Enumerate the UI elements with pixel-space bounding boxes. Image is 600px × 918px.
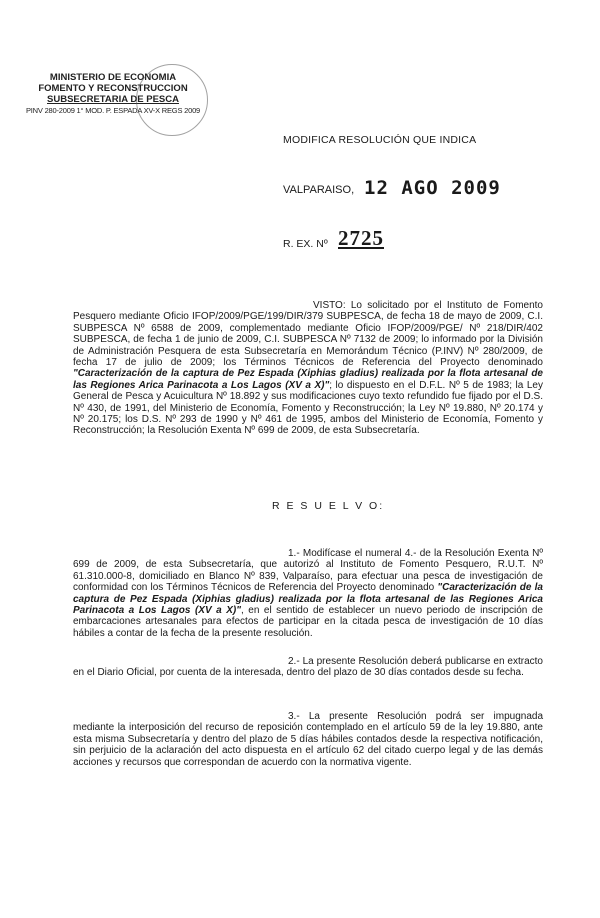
article-1-project-title: "Caracterización de la captura de Pez Espada (Xiphias gladius) realizada por la flota artesanal de las Regiones Arica Parinacota a Los Lagos (XV a X)": [73, 582, 543, 617]
resuelvo-heading: R E S U E L V O:: [272, 500, 385, 512]
article-3-lead: 3.- La presente Resolución podrá ser: [288, 711, 485, 722]
resolution-number: 2725: [338, 226, 384, 250]
article-1-text-2: , en el sentido de establecer un nuevo periodo de inscripción de embarcaciones artesanales para efectos de participar en la citada pesca de investigación de 10 días hábiles a contar de la fecha de la presente resolución.: [73, 605, 543, 639]
stamp-line-2: FOMENTO Y RECONSTRUCCION: [38, 83, 188, 94]
visto-lead: VISTO:: [313, 300, 346, 311]
seal-mark: [136, 64, 208, 136]
article-2-lead: 2.- La presente Resolución deberá publicarse: [288, 656, 491, 667]
article-3-text: impugnada mediante la interposición del recurso de reposición contemplado en el artículo 59 de la ley 19.880, ante esta misma Subsecretaría y dentro del plazo de 5 días hábiles contados desde la respectiva notificación, sin perjuicio de la aclaración del acto dispuesta en el artículo 62 del citado cuerpo legal y de las demás acciones y recursos que correspondan de acuerdo con la normativa vigente.: [73, 711, 544, 768]
stamp-line-4: PINV 280-2009 1° MOD. P. ESPADA XV-X REGS 2009: [25, 106, 201, 115]
article-1: [73, 548, 543, 639]
document-subject: MODIFICA RESOLUCIÓN QUE INDICA: [283, 134, 477, 146]
stamp-line-1: MINISTERIO DE ECONOMIA: [49, 72, 177, 83]
article-1-lead: 1.- Modifícase el numeral 4.- de la Resolución: [288, 548, 495, 559]
visto-project-title: "Caracterización de la captura de Pez Espada (Xiphias gladius) realizada por la flota artesanal de las Regiones Arica Parinacota a Los Lagos (XV a X)": [73, 368, 543, 391]
date-stamp: 12 AGO 2009: [364, 177, 501, 199]
place-label: VALPARAISO,: [283, 184, 355, 196]
resolution-label: R. EX. Nº: [283, 238, 328, 250]
article-2: [73, 656, 543, 679]
stamp-line-3: SUBSECRETARIA DE PESCA: [47, 94, 179, 105]
visto-paragraph: [73, 300, 543, 437]
visto-text-2: ; lo dispuesto en el D.F.L. Nº 5 de 1983; la Ley General de Pesca y Acuicultura Nº 18.892 y sus modificaciones cuyo texto refundido fue fijado por el D.S. Nº 430, de 1991, del Ministerio de Economía, Fomento y Reconstrucción; la Ley Nº 19.880, Nº 20.174 y Nº 20.175; los D.S. Nº 293 de 1990 y Nº 461 de 1995, ambos del Ministerio de Economía, Fomento y Reconstrucción; la Resolución Exenta Nº 699 de 2009, de esta Subsecretaría.: [73, 379, 543, 437]
visto-text-1: Lo solicitado por el Instituto de Fomento Pesquero mediante Oficio IFOP/2009/PGE/199/DIR/379 SUBPESCA, de fecha 18 de mayo de 2009, C.I. SUBPESCA Nº 6588 de 2009, complementado mediante Oficio IFOP/2009/PGE/ Nº 218/DIR/402 SUBPESCA, de fecha 1 de junio de 2009, C.I. SUBPESCA Nº 7132 de 2009; lo informado por la División de Administración Pesquera de esta Subsecretaría en Memorándum Técnico (P.INV) Nº 280/2009, de fecha 17 de julio de 2009; los Términos Técnicos de Referencia del Proyecto denominado: [73, 300, 543, 369]
article-2-text: en extracto en el Diario Oficial, por cuenta de la interesada, dentro del plazo de 30 días contados desde su fecha.: [73, 656, 543, 679]
article-3: [73, 711, 543, 768]
article-1-text-1: Exenta Nº 699 de 2009, de esta Subsecretaría, que autorizó al Instituto de Fomento Pesquero, R.U.T. Nº 61.310.000-8, domiciliado en Blanco Nº 839, Valparaíso, para efectuar una pesca de investigación de conformidad con los Términos Técnicos de Referencia del Proyecto denominado: [73, 548, 544, 594]
ministry-stamp: [8, 72, 218, 132]
